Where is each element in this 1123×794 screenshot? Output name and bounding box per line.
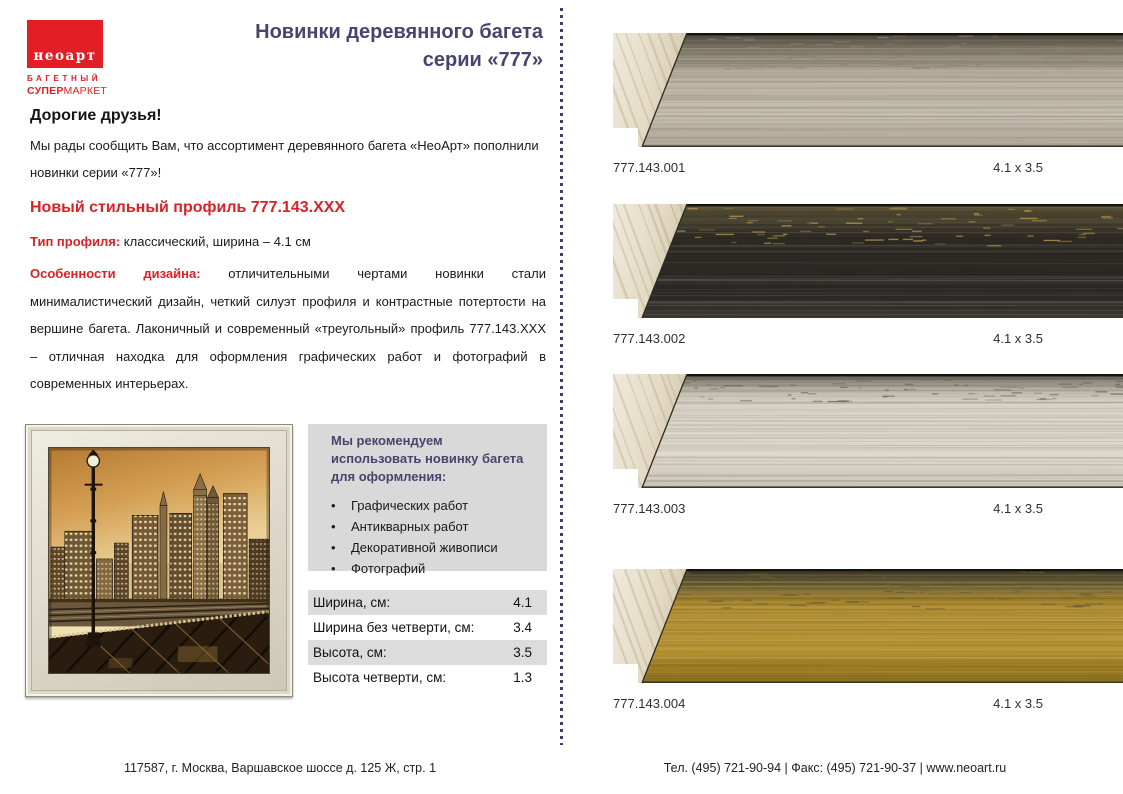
table-row <box>308 590 547 615</box>
design-paragraph <box>30 260 546 398</box>
footer-contacts: Тел. (495) 721-90-94 | Факс: (495) 721-90-37 | www.neoart.ru <box>663 761 1007 775</box>
spec-label: Ширина без четверти, см: <box>313 620 475 635</box>
spec-label: Ширина, см: <box>313 595 391 610</box>
moulding-photo <box>613 569 1123 683</box>
table-row <box>308 665 547 690</box>
logo-subtitle-bagetny: БАГЕТНЫЙ <box>27 74 102 83</box>
intro-paragraph: Мы рады сообщить Вам, что ассортимент деревянного багета «НеоАрт» пополнили новинки серии «777»! <box>30 138 539 180</box>
bullet-icon: • <box>331 519 336 534</box>
spec-value: 4.1 <box>513 595 532 610</box>
sample-caption <box>613 501 1123 516</box>
list-item <box>331 516 535 537</box>
sample-code: 777.143.003 <box>613 501 686 516</box>
sample-size: 4.1 x 3.5 <box>993 501 1043 516</box>
neoart-logo <box>27 20 157 97</box>
moulding-sample-001 <box>613 33 1123 175</box>
sample-caption <box>613 331 1123 346</box>
list-item-label: Антикварных работ <box>351 519 469 534</box>
page-title-line2: серии «777» <box>422 49 543 71</box>
moulding-photo <box>613 204 1123 318</box>
bullet-icon: • <box>331 498 336 513</box>
page-title <box>180 18 543 74</box>
design-label: Особенности дизайна: <box>30 266 201 281</box>
recommendation-box <box>308 424 547 576</box>
logo-wordmark: неоарт <box>33 48 97 64</box>
moulding-photo <box>613 33 1123 147</box>
list-item <box>331 537 535 558</box>
greeting-heading: Дорогие друзья! <box>30 107 162 124</box>
sample-caption <box>613 696 1123 711</box>
sample-code: 777.143.001 <box>613 160 686 175</box>
recommendation-heading: Мы рекомендуем использовать новинку багета для оформления: <box>331 433 524 484</box>
skyline-painting-art <box>49 448 269 673</box>
logo-subtitle-supermarket: СУПЕРМАРКЕТ <box>27 85 108 97</box>
moulding-sample-004 <box>613 569 1123 711</box>
spec-value: 3.4 <box>513 620 532 635</box>
profile-type-value: классический, ширина – 4.1 см <box>120 234 311 249</box>
table-row <box>308 615 547 640</box>
specs-table <box>308 590 547 690</box>
list-item-label: Декоративной живописи <box>351 540 498 555</box>
profile-type-line <box>30 234 311 249</box>
footer-address: 117587, г. Москва, Варшавское шоссе д. 125 Ж, стр. 1 <box>123 761 437 775</box>
dotted-divider <box>560 8 563 745</box>
profile-heading: Новый стильный профиль 777.143.XXX <box>30 199 346 216</box>
sample-size: 4.1 x 3.5 <box>993 160 1043 175</box>
bullet-icon: • <box>331 561 336 576</box>
spec-value: 3.5 <box>513 645 532 660</box>
moulding-photo <box>613 374 1123 488</box>
list-item-label: Графических работ <box>351 498 469 513</box>
list-item-label: Фотографий <box>351 561 426 576</box>
sample-caption <box>613 160 1123 175</box>
sample-size: 4.1 x 3.5 <box>993 696 1043 711</box>
bullet-icon: • <box>331 540 336 555</box>
spec-label: Высота четверти, см: <box>313 670 447 685</box>
sample-size: 4.1 x 3.5 <box>993 331 1043 346</box>
spec-value: 1.3 <box>513 670 532 685</box>
design-text: отличительными чертами новинки стали минималистический дизайн, четкий силуэт профиля и контрастные потертости на вершине багета. Лаконичный и современный «треугольный» профиль 777.143.XXX – отличная находка для оформления графических работ и фотографий в современных интерьерах. <box>30 266 546 391</box>
spec-label: Высота, см: <box>313 645 387 660</box>
recommendation-list <box>331 495 535 579</box>
moulding-sample-002 <box>613 204 1123 346</box>
framed-picture <box>25 424 293 697</box>
sample-code: 777.143.004 <box>613 696 686 711</box>
table-row <box>308 640 547 665</box>
sample-code: 777.143.002 <box>613 331 686 346</box>
moulding-sample-003 <box>613 374 1123 516</box>
list-item <box>331 558 535 579</box>
logo-red-box <box>27 20 103 68</box>
page-title-line1: Новинки деревянного багета <box>255 21 543 43</box>
skyline-painting <box>48 447 270 674</box>
list-item <box>331 495 535 516</box>
profile-type-label: Тип профиля: <box>30 234 121 249</box>
